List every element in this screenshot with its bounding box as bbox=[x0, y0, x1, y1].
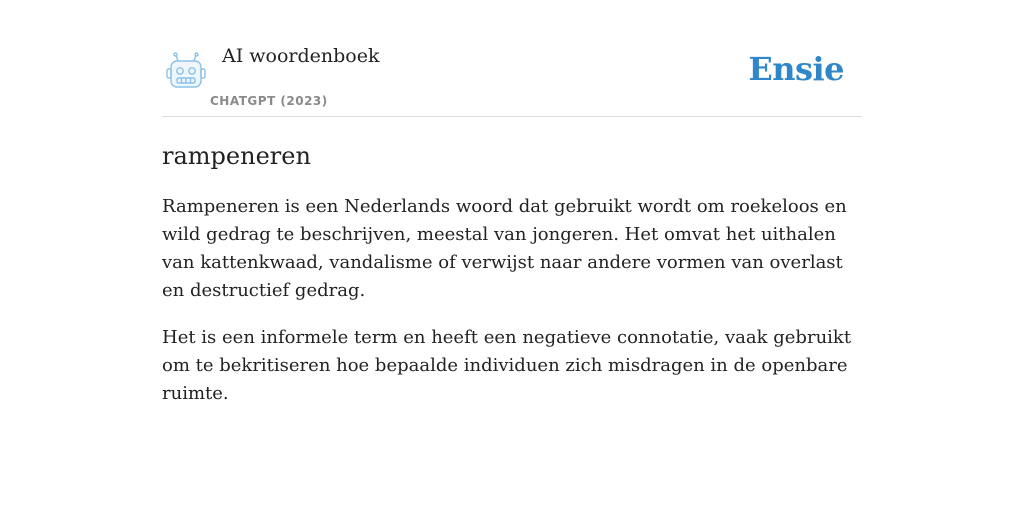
page bbox=[162, 0, 862, 408]
definition-paragraph: Rampeneren is een Nederlands woord dat gebruikt wordt om roekeloos en wild gedrag te beschrijven, meestal van jongeren. Het omvat het uithalen van kattenkwaad, vandalisme of verwijst naar andere vormen van overlast en destructief gedrag. bbox=[162, 196, 847, 301]
dictionary-title[interactable]: AI woordenboek bbox=[222, 45, 380, 67]
brand-logo-link[interactable]: Ensie bbox=[748, 50, 844, 88]
entry-definition bbox=[162, 193, 862, 408]
dictionary-source: CHATGPT (2023) bbox=[210, 94, 328, 108]
robot-icon bbox=[166, 52, 206, 90]
definition-paragraph: Het is een informele term en heeft een negatieve connotatie, vaak gebruikt om te bekritiseren hoe bepaalde individuen zich misdragen in de openbare ruimte. bbox=[162, 327, 852, 404]
header bbox=[162, 0, 862, 117]
entry-term: rampeneren bbox=[162, 142, 311, 170]
